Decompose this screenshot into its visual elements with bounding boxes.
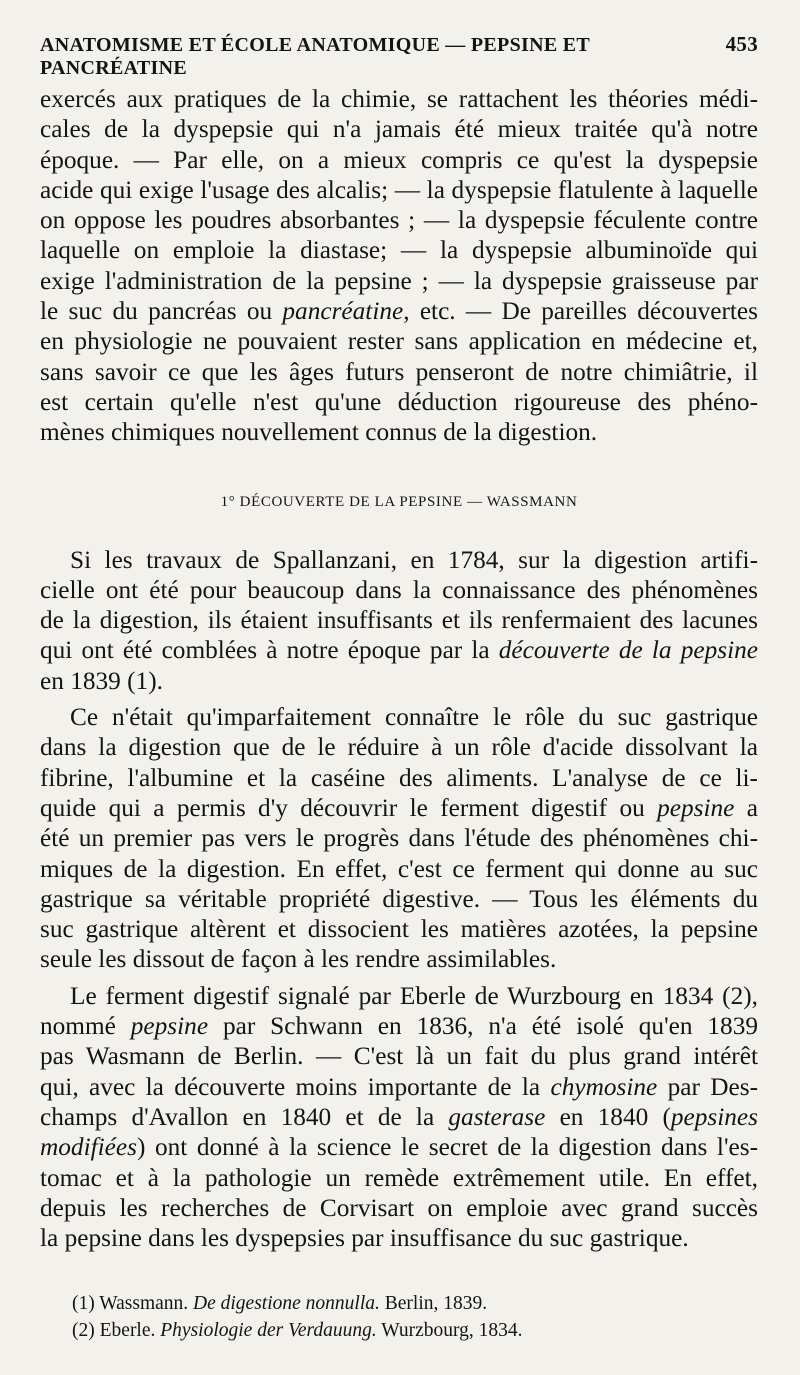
- text-line: exige l'administration de la pepsine ; — la dyspepsie graisseuse par: [40, 266, 758, 295]
- text-run: qui, avec la découverte moins importante de la: [40, 1072, 551, 1101]
- text-line: [40, 1072, 758, 1102]
- paragraph-3: [40, 981, 758, 1254]
- footnote-author: Wassmann.: [99, 1293, 189, 1314]
- text-line: gastrique sa véritable propriété digestive. — Tous les éléments du: [40, 884, 758, 913]
- italic-term: pepsine: [657, 793, 735, 822]
- footnote-number: (2): [72, 1320, 95, 1341]
- footnote-2: [72, 1317, 523, 1344]
- text-line: [40, 793, 758, 823]
- text-line: est certain qu'elle n'est qu'une déduction rigoureuse des phéno-: [40, 387, 758, 416]
- footnote-1: [72, 1290, 523, 1317]
- text-run: par Schwann en 1836, n'a été isolé qu'en 1839: [208, 1012, 758, 1041]
- text-line: [40, 1132, 758, 1162]
- text-line: acide qui exige l'usage des alcalis; — la dyspepsie flatulente à laquelle: [40, 175, 758, 204]
- italic-term: pepsines: [670, 1102, 758, 1131]
- text-line: [40, 635, 758, 665]
- italic-term: pancréatine: [282, 297, 404, 326]
- italic-term: chymosine: [550, 1072, 658, 1101]
- text-line: en 1839 (1).: [40, 666, 163, 695]
- text-line: sans savoir ce que les âges futurs penseront de notre chimiâtrie, il: [40, 357, 758, 386]
- text-line: en physiologie ne pouvaient rester sans application en médecine et,: [40, 327, 758, 356]
- text-run: par Des-: [657, 1072, 758, 1101]
- section-heading: 1° DÉCOUVERTE DE LA PEPSINE — WASSMANN: [220, 493, 578, 510]
- text-line: cielle ont été pour beaucoup dans la connaissance des phénomènes: [40, 575, 758, 604]
- text-line: depuis les recherches de Corvisart on emploie avec grand succès: [40, 1193, 758, 1222]
- text-run: en 1840 (: [545, 1102, 671, 1131]
- text-run: champs d'Avallon en 1840 et de la: [40, 1102, 449, 1131]
- text-run: ) ont donné à la science le secret de la digestion dans l'es-: [136, 1133, 758, 1162]
- text-line: été un premier pas vers le progrès dans l'étude des phénomènes chi-: [40, 824, 758, 853]
- italic-term: découverte de la pepsine: [498, 636, 758, 665]
- text-line: de la digestion, ils étaient insuffisants et ils renfermaient des lacunes: [40, 606, 758, 635]
- text-line: miques de la digestion. En effet, c'est ce ferment qui donne au suc: [40, 854, 758, 883]
- paragraph-1: [40, 545, 758, 696]
- text-run: qui ont été comblées à notre époque par la: [40, 636, 499, 665]
- text-line: Si les travaux de Spallanzani, en 1784, sur la digestion artifi-: [70, 545, 758, 574]
- text-line: Ce n'était qu'imparfaitement connaître le rôle du suc gastrique: [70, 703, 758, 732]
- running-header: [40, 32, 758, 80]
- text-run: , etc. — De pareilles découvertes: [403, 297, 758, 326]
- page-number: 453: [725, 32, 758, 56]
- footnote-rest: Wurzbourg, 1834.: [381, 1320, 523, 1341]
- text-run: le suc du pancréas ou: [40, 297, 283, 326]
- text-run: nommé: [40, 1012, 131, 1041]
- text-line: Le ferment digestif signalé par Eberle de Wurzbourg en 1834 (2),: [70, 981, 758, 1010]
- text-line: on oppose les poudres absorbantes ; — la dyspepsie féculente contre: [40, 206, 758, 235]
- text-line: dans la digestion que de le réduire à un rôle d'acide dissolvant la: [40, 733, 758, 762]
- footnote-title: De digestione nonnulla.: [193, 1293, 380, 1314]
- italic-term: pepsine: [130, 1012, 209, 1041]
- text-line: mènes chimiques nouvellement connus de la digestion.: [40, 418, 598, 447]
- text-line: tomac et à la pathologie un remède extrêmement utile. En effet,: [40, 1163, 758, 1192]
- text-run: quide qui a permis d'y découvrir le ferment digestif ou: [40, 793, 658, 822]
- footnote-rest: Berlin, 1839.: [384, 1293, 488, 1314]
- italic-term: gasterase: [448, 1102, 546, 1131]
- text-run: a: [734, 793, 758, 822]
- running-title: ANATOMISME ET ÉCOLE ANATOMIQUE — PEPSINE ET PANCRÉATINE: [40, 34, 590, 79]
- text-line: cales de la dyspepsie qui n'a jamais été mieux traitée qu'à notre: [40, 115, 758, 144]
- footnote-author: Eberle.: [99, 1320, 156, 1341]
- paragraph-2: [40, 702, 758, 975]
- text-line: époque. — Par elle, on a mieux compris ce qu'est la dyspepsie: [40, 145, 758, 174]
- footnotes: [72, 1290, 523, 1344]
- text-line: [40, 1011, 758, 1041]
- text-line: pas Wasmann de Berlin. — C'est là un fait du plus grand intérêt: [40, 1042, 758, 1071]
- text-line: fibrine, l'albumine et la caséine des aliments. L'analyse de ce li-: [40, 763, 758, 792]
- text-line: exercés aux pratiques de la chimie, se rattachent les théories médi-: [40, 85, 758, 113]
- footnote-title: Physiologie der Verdauung.: [160, 1320, 377, 1341]
- text-line: seule les dissout de façon à les rendre assimilables.: [40, 945, 557, 974]
- text-line: [40, 296, 758, 326]
- text-line: [40, 1102, 758, 1132]
- intro-paragraph: [40, 84, 758, 448]
- italic-term: modifiées: [40, 1133, 137, 1162]
- text-line: suc gastrique altèrent et dissocient les matières azotées, la pepsine: [40, 915, 758, 944]
- footnote-number: (1): [72, 1293, 95, 1314]
- text-line: laquelle on emploie la diastase; — la dyspepsie albuminoïde qui: [40, 236, 758, 265]
- text-line: la pepsine dans les dyspepsies par insuffisance du suc gastrique.: [40, 1224, 689, 1253]
